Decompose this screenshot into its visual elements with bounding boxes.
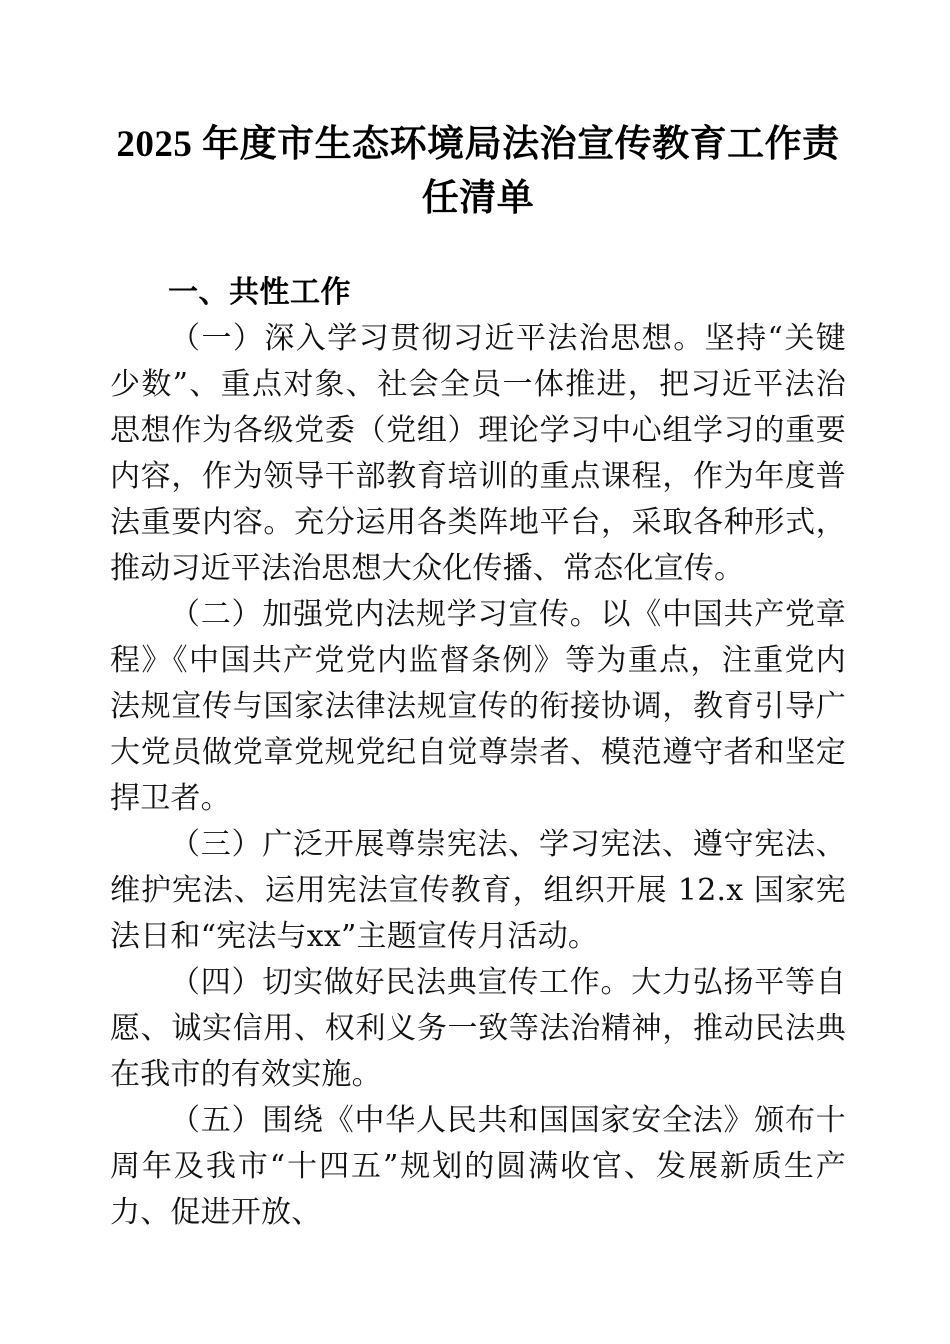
- section-heading-common-work: 一、共性工作: [168, 276, 351, 309]
- page-title-line-1: 2025 年度市生态环境局法治宣传教育工作责: [116, 124, 840, 165]
- paragraph-item-4: （四）切实做好民法典宣传工作。大力弘扬平等自愿、诚实信用、权利义务一致等法治精神，推动民法典在我市的有效实施。: [110, 965, 846, 1092]
- paragraph-item-2: （二）加强党内法规学习宣传。以《中国共产党章程》《中国共产党党内监督条例》等为重点，注重党内法规宣传与国家法律法规宣传的衔接协调，教育引导广大党员做党章党规党纪自觉尊崇者、模范遵守者和坚定捍卫者。: [110, 597, 846, 816]
- page-title: [110, 0, 846, 226]
- paragraph-item-3: （三）广泛开展尊崇宪法、学习宪法、遵守宪法、维护宪法、运用宪法宣传教育，组织开展 12.x 国家宪法日和“宪法与xx”主题宣传月活动。: [110, 827, 846, 954]
- page-content-area: [110, 0, 846, 1236]
- page-title-line-2: 任清单: [421, 178, 535, 219]
- paragraph-item-1: （一）深入学习贯彻习近平法治思想。坚持“关键少数”、重点对象、社会全员一体推进，把习近平法治思想作为各级党委（党组）理论学习中心组学习的重要内容，作为领导干部教育培训的重点课程，作为年度普法重要内容。充分运用各类阵地平台，采取各种形式，推动习近平法治思想大众化传播、常态化宣传。: [110, 321, 846, 586]
- paragraph-item-5: （五）围绕《中华人民共和国国家安全法》颁布十周年及我市“十四五”规划的圆满收官、发展新质生产力、促进开放、: [110, 1103, 846, 1230]
